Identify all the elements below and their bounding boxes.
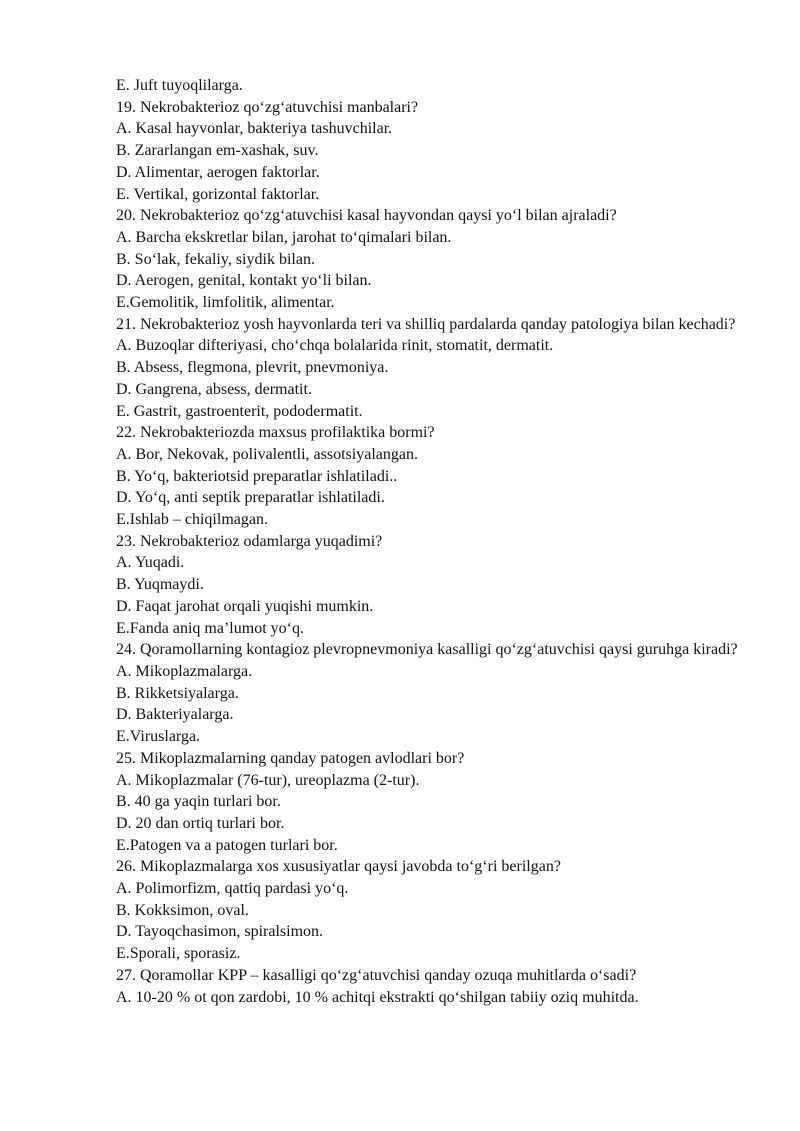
- answer-option: B. Rikketsiyalarga.: [116, 684, 239, 702]
- question-20: 20. Nekrobakterioz qo‘zg‘atuvchisi kasal hayvondan qaysi yo‘l bilan ajraladi?: [116, 207, 617, 225]
- question-22: 22. Nekrobakteriozda maxsus profilaktika bormi?: [116, 424, 435, 442]
- answer-option: B. Yuqmaydi.: [116, 576, 204, 594]
- answer-option: A. Bor, Nekovak, polivalentli, assotsiyalangan.: [116, 445, 418, 463]
- answer-option: B. Zararlangan em-xashak, suv.: [116, 142, 319, 160]
- answer-option: A. 10-20 % ot qon zardobi, 10 % achitqi ekstrakti qo‘shilgan tabiiy oziq muhitda.: [116, 988, 639, 1006]
- answer-option: E.Ishlab – chiqilmagan.: [116, 511, 268, 529]
- answer-option: A. Barcha ekskretlar bilan, jarohat to‘qimalari bilan.: [116, 228, 452, 246]
- answer-option: E. Gastrit, gastroenterit, pododermatit.: [116, 402, 363, 420]
- answer-option: E. Vertikal, gorizontal faktorlar.: [116, 185, 320, 203]
- answer-option: D. 20 dan ortiq turlari bor.: [116, 814, 285, 832]
- answer-option: D. Tayoqchasimon, spiralsimon.: [116, 923, 324, 941]
- question-21: 21. Nekrobakterioz yosh hayvonlarda teri va shilliq pardalarda qanday patologiya bilan kechadi?: [116, 315, 736, 333]
- answer-option: D. Yo‘q, anti septik preparatlar ishlatiladi.: [116, 489, 385, 507]
- answer-option: D. Gangrena, absess, dermatit.: [116, 380, 312, 398]
- question-27: 27. Qoramollar KPP – kasalligi qo‘zg‘atuvchisi qanday ozuqa muhitlarda o‘sadi?: [116, 966, 637, 984]
- answer-option: D. Faqat jarohat orqali yuqishi mumkin.: [116, 597, 374, 615]
- answer-option: E. Juft tuyoqlilarga.: [116, 77, 243, 94]
- document-page: [116, 75, 743, 1008]
- answer-option: B. Yo‘q, bakteriotsid preparatlar ishlatiladi..: [116, 467, 398, 485]
- answer-option: A. Mikoplazmalarga.: [116, 662, 253, 680]
- answer-option: B. Kokksimon, oval.: [116, 901, 249, 919]
- answer-option: D. Aerogen, genital, kontakt yo‘li bilan.: [116, 272, 372, 290]
- answer-option: E.Viruslarga.: [116, 728, 201, 746]
- question-23: 23. Nekrobakterioz odamlarga yuqadimi?: [116, 532, 383, 550]
- question-26: 26. Mikoplazmalarga xos xususiyatlar qaysi javobda to‘g‘ri berilgan?: [116, 858, 561, 876]
- answer-option: E.Gemolitik, limfolitik, alimentar.: [116, 294, 335, 312]
- answer-option: E.Sporali, sporasiz.: [116, 945, 241, 963]
- answer-option: E.Fanda aniq ma’lumot yo‘q.: [116, 619, 304, 637]
- answer-option: B. Absess, flegmona, plevrit, pnevmoniya.: [116, 359, 389, 377]
- question-19: 19. Nekrobakterioz qo‘zg‘atuvchisi manbalari?: [116, 98, 419, 116]
- answer-option: A. Yuqadi.: [116, 554, 185, 572]
- answer-option: A. Buzoqlar difteriyasi, cho‘chqa bolalarida rinit, stomatit, dermatit.: [116, 337, 554, 355]
- answer-option: B. So‘lak, fekaliy, siydik bilan.: [116, 250, 315, 268]
- question-24: 24. Qoramollarning kontagioz plevropnevmoniya kasalligi qo‘zg‘atuvchisi qaysi guruhga kiradi?: [116, 641, 738, 659]
- question-25: 25. Mikoplazmalarning qanday patogen avlodlari bor?: [116, 749, 465, 767]
- answer-option: A. Polimorfizm, qattiq pardasi yo‘q.: [116, 880, 349, 898]
- answer-option: D. Bakteriyalarga.: [116, 706, 234, 724]
- answer-option: E.Patogen va a patogen turlari bor.: [116, 836, 338, 854]
- answer-option: D. Alimentar, aerogen faktorlar.: [116, 163, 320, 181]
- answer-option: A. Mikoplazmalar (76-tur), ureoplazma (2-tur).: [116, 771, 420, 789]
- answer-option: B. 40 ga yaqin turlari bor.: [116, 793, 281, 811]
- answer-option: A. Kasal hayvonlar, bakteriya tashuvchilar.: [116, 120, 393, 138]
